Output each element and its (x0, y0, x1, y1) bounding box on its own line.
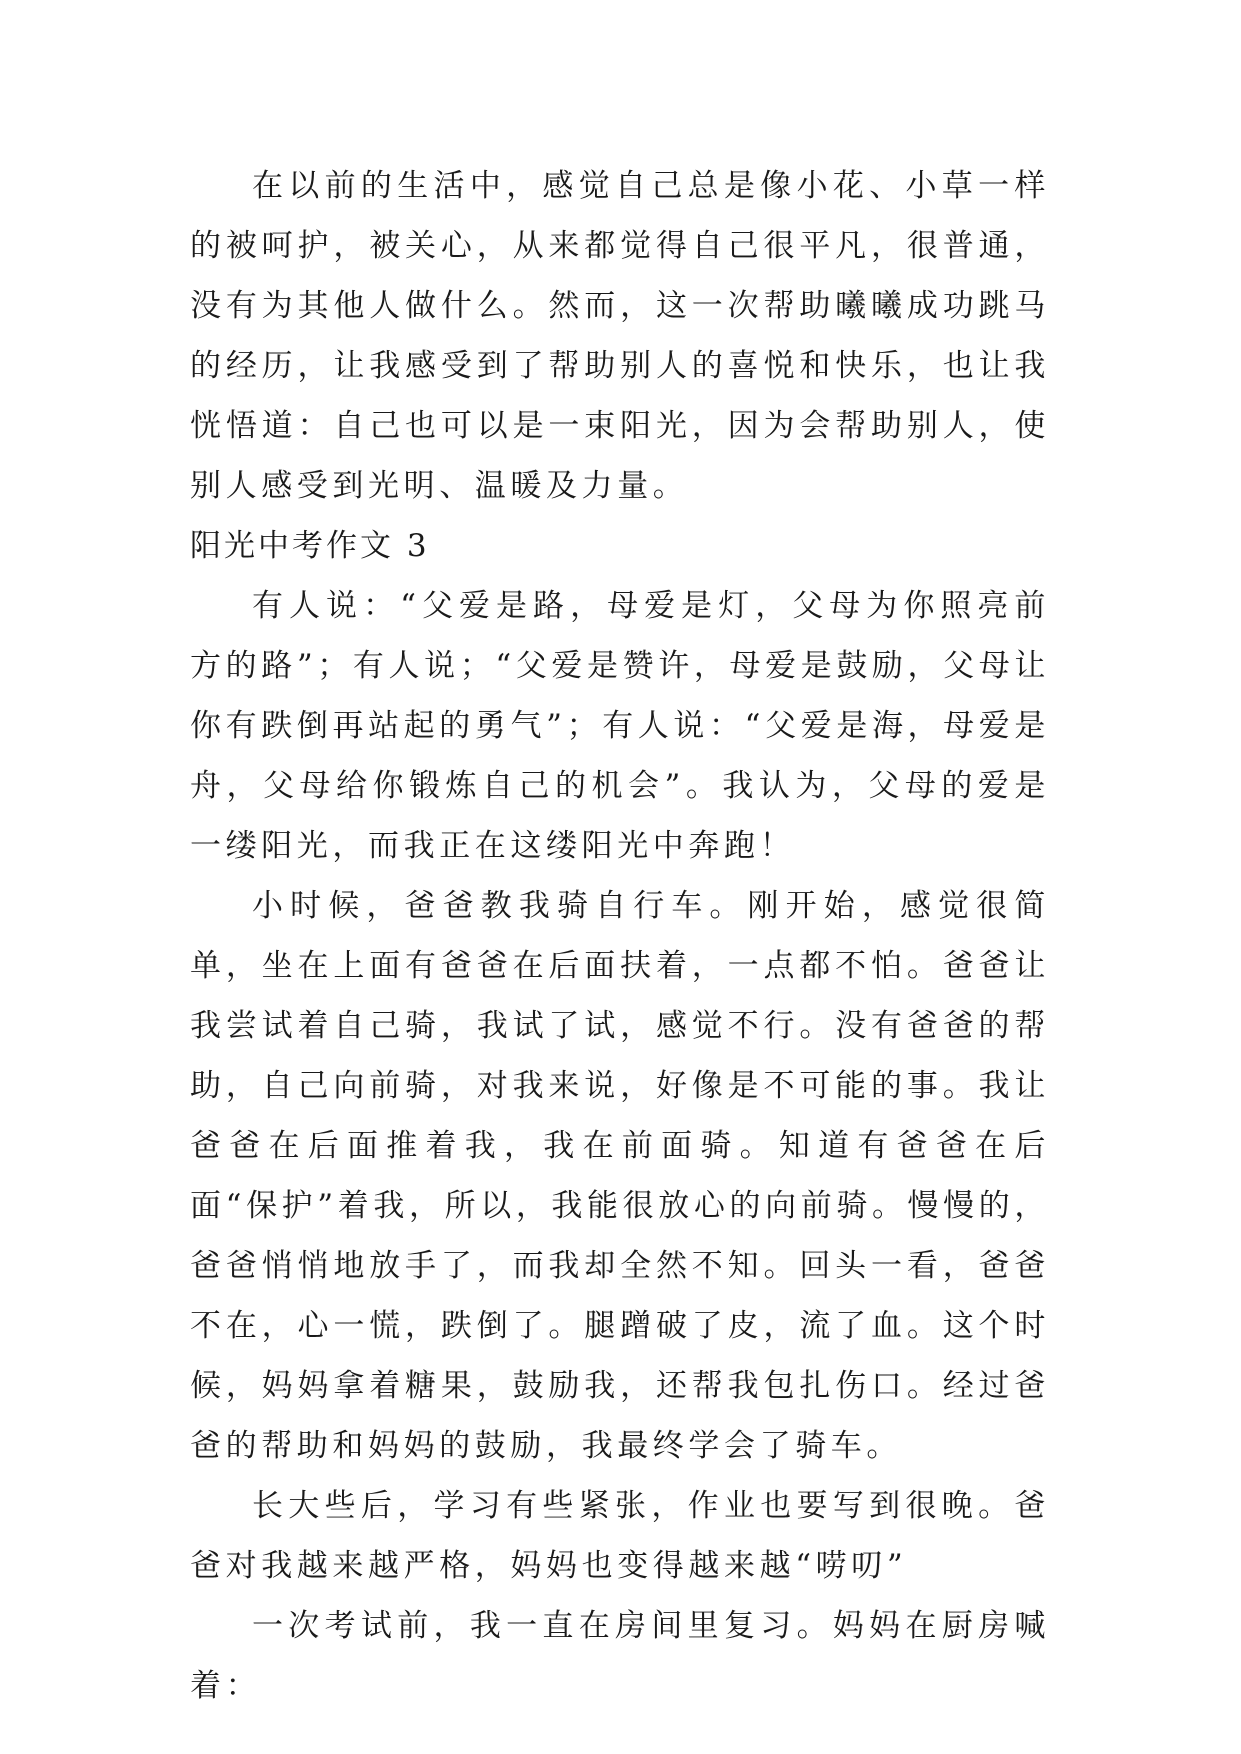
paragraph-parents-love: 有人说：“父爱是路，母爱是灯，父母为你照亮前方的路”；有人说；“父爱是赞许，母爱是鼓励，父母让你有跌倒再站起的勇气”；有人说：“父爱是海，母爱是舟，父母给你锻炼自己的机会”。我认为，父母的爱是一缕阳光，而我正在这缕阳光中奔跑！ (190, 588, 1050, 864)
paragraph-before-exam: 一次考试前，我一直在房间里复习。妈妈在厨房喊着： (190, 1608, 1050, 1704)
paragraph-growing-up: 长大些后，学习有些紧张，作业也要写到很晚。爸爸对我越来越严格，妈妈也变得越来越“唠叨” (190, 1488, 1050, 1584)
document-body (190, 156, 1050, 1716)
paragraph-learning-bike: 小时候，爸爸教我骑自行车。刚开始，感觉很简单，坐在上面有爸爸在后面扶着，一点都不怕。爸爸让我尝试着自己骑，我试了试，感觉不行。没有爸爸的帮助，自己向前骑，对我来说，好像是不可能的事。我让爸爸在后面推着我，我在前面骑。知道有爸爸在后面“保护”着我，所以，我能很放心的向前骑。慢慢的，爸爸悄悄地放手了，而我却全然不知。回头一看，爸爸不在，心一慌，跌倒了。腿蹭破了皮，流了血。这个时候，妈妈拿着糖果，鼓励我，还帮我包扎伤口。经过爸爸的帮助和妈妈的鼓励，我最终学会了骑车。 (190, 888, 1050, 1464)
essay-heading: 阳光中考作文 3 (190, 528, 430, 564)
paragraph-intro-reflection: 在以前的生活中，感觉自己总是像小花、小草一样的被呵护，被关心，从来都觉得自己很平凡，很普通，没有为其他人做什么。然而，这一次帮助曦曦成功跳马的经历，让我感受到了帮助别人的喜悦和快乐，也让我恍悟道：自己也可以是一束阳光，因为会帮助别人，使别人感受到光明、温暖及力量。 (190, 168, 1050, 504)
